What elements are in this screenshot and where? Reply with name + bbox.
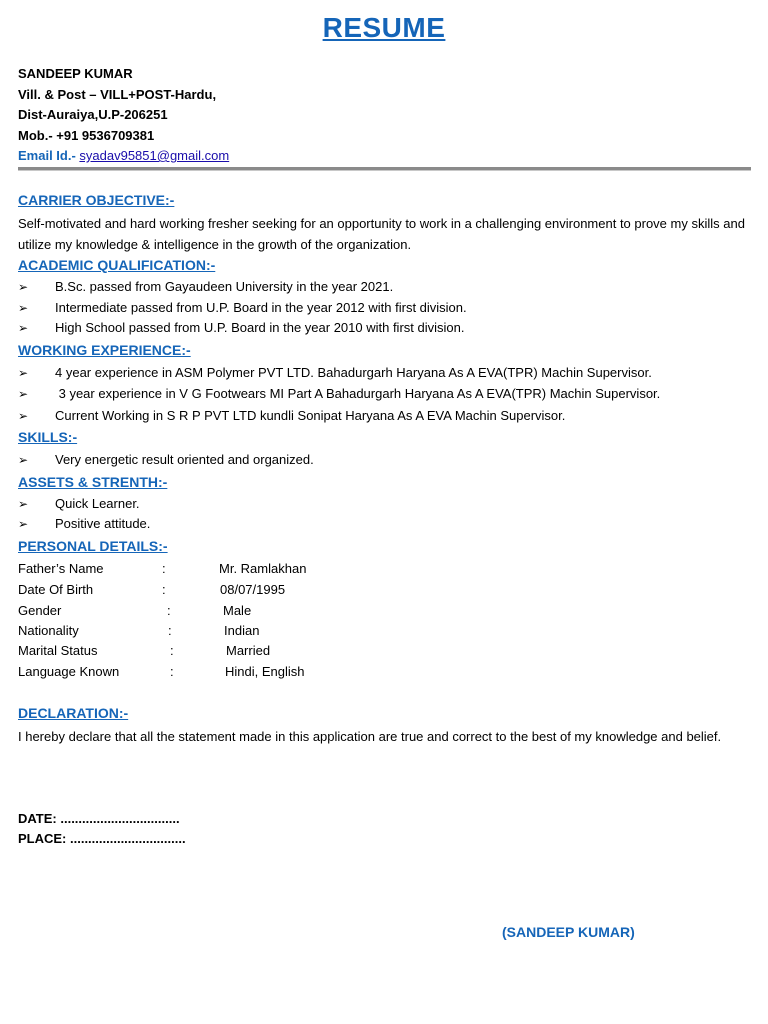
objective-text: Self-motivated and hard working fresher seeking for an opportunity to work in a challenging environment to prove my skills and utilize my knowledge & intelligence in the growth of the organization. bbox=[18, 216, 745, 252]
bullet-arrow-icon: ➢ bbox=[18, 280, 29, 294]
detail-value: Married bbox=[226, 643, 271, 658]
academic-heading: ACADEMIC QUALIFICATION:- bbox=[18, 257, 216, 273]
bullet-arrow-icon: ➢ bbox=[18, 321, 29, 335]
detail-label: Marital Status bbox=[18, 643, 98, 658]
detail-colon: : bbox=[167, 603, 171, 618]
experience-item: 4 year experience in ASM Polymer PVT LTD. Bahadurgarh Haryana As A EVA(TPR) Machin Supervisor. bbox=[55, 365, 652, 380]
date-line: DATE: ................................. bbox=[18, 811, 180, 826]
bullet-arrow-icon: ➢ bbox=[18, 517, 29, 531]
detail-colon: : bbox=[170, 664, 174, 679]
email-row bbox=[18, 146, 229, 167]
detail-label: Date Of Birth bbox=[18, 582, 94, 597]
experience-item: Current Working in S R P PVT LTD kundli Sonipat Haryana As A EVA Machin Supervisor. bbox=[55, 408, 566, 423]
detail-row bbox=[18, 559, 418, 580]
detail-colon: : bbox=[162, 561, 166, 576]
candidate-name: SANDEEP KUMAR bbox=[18, 66, 133, 81]
bullet-arrow-icon: ➢ bbox=[18, 409, 29, 423]
detail-row bbox=[18, 662, 418, 683]
mobile-number: Mob.- +91 9536709381 bbox=[18, 127, 155, 143]
bullet-arrow-icon: ➢ bbox=[18, 366, 29, 380]
place-line: PLACE: ................................ bbox=[18, 831, 186, 846]
email-label: Email Id.- bbox=[18, 148, 80, 163]
contact-block bbox=[18, 64, 229, 167]
declaration-text: I hereby declare that all the statement made in this application are true and correct to the best of my knowledge and belief. bbox=[18, 729, 722, 744]
detail-label: Father’s Name bbox=[18, 561, 104, 576]
detail-row bbox=[18, 580, 418, 601]
detail-row bbox=[18, 621, 418, 642]
list-item bbox=[18, 298, 467, 319]
experience-heading: WORKING EXPERIENCE:- bbox=[18, 342, 191, 358]
asset-item: Positive attitude. bbox=[55, 516, 151, 531]
detail-label: Nationality bbox=[18, 623, 79, 638]
list-item bbox=[18, 406, 565, 427]
skills-heading: SKILLS:- bbox=[18, 429, 78, 445]
detail-colon: : bbox=[170, 643, 174, 658]
address-line-1: Vill. & Post – VILL+POST-Hardu, bbox=[18, 86, 217, 102]
academic-item: Intermediate passed from U.P. Board in the year 2012 with first division. bbox=[55, 300, 467, 315]
detail-value: Hindi, English bbox=[225, 664, 305, 679]
personal-heading: PERSONAL DETAILS:- bbox=[18, 538, 168, 554]
assets-heading: ASSETS & STRENTH:- bbox=[18, 474, 168, 490]
skill-item: Very energetic result oriented and organized. bbox=[55, 452, 314, 467]
detail-label: Gender bbox=[18, 603, 62, 618]
list-item bbox=[18, 494, 140, 515]
asset-item: Quick Learner. bbox=[55, 496, 140, 511]
detail-row bbox=[18, 601, 418, 622]
list-item bbox=[18, 363, 652, 384]
detail-colon: : bbox=[168, 623, 172, 638]
list-item bbox=[18, 277, 393, 298]
detail-value: Mr. Ramlakhan bbox=[219, 561, 307, 576]
detail-colon: : bbox=[162, 582, 166, 597]
list-item bbox=[18, 384, 660, 405]
signature-name: (SANDEEP KUMAR) bbox=[502, 924, 635, 940]
detail-row bbox=[18, 641, 418, 662]
bullet-arrow-icon: ➢ bbox=[18, 387, 29, 401]
resume-title: RESUME bbox=[322, 12, 446, 43]
detail-label: Language Known bbox=[18, 664, 120, 679]
list-item bbox=[18, 514, 150, 535]
bullet-arrow-icon: ➢ bbox=[18, 497, 29, 511]
declaration-heading: DECLARATION:- bbox=[18, 705, 129, 721]
objective-heading: CARRIER OBJECTIVE:- bbox=[18, 192, 175, 208]
detail-value: 08/07/1995 bbox=[220, 582, 286, 597]
email-link[interactable]: syadav95851@gmail.com bbox=[79, 148, 230, 163]
address-line-2: Dist-Auraiya,U.P-206251 bbox=[18, 107, 168, 122]
detail-value: Indian bbox=[224, 623, 260, 638]
bullet-arrow-icon: ➢ bbox=[18, 301, 29, 315]
bullet-arrow-icon: ➢ bbox=[18, 453, 29, 467]
academic-item: B.Sc. passed from Gayaudeen University in the year 2021. bbox=[55, 279, 394, 294]
list-item bbox=[18, 450, 314, 471]
academic-item: High School passed from U.P. Board in the year 2010 with first division. bbox=[55, 320, 465, 335]
experience-item: 3 year experience in V G Footwears MI Part A Bahadurgarh Haryana As A EVA(TPR) Machin Supervisor. bbox=[55, 386, 661, 401]
detail-value: Male bbox=[223, 603, 252, 618]
list-item bbox=[18, 318, 464, 339]
header-divider bbox=[18, 167, 751, 171]
